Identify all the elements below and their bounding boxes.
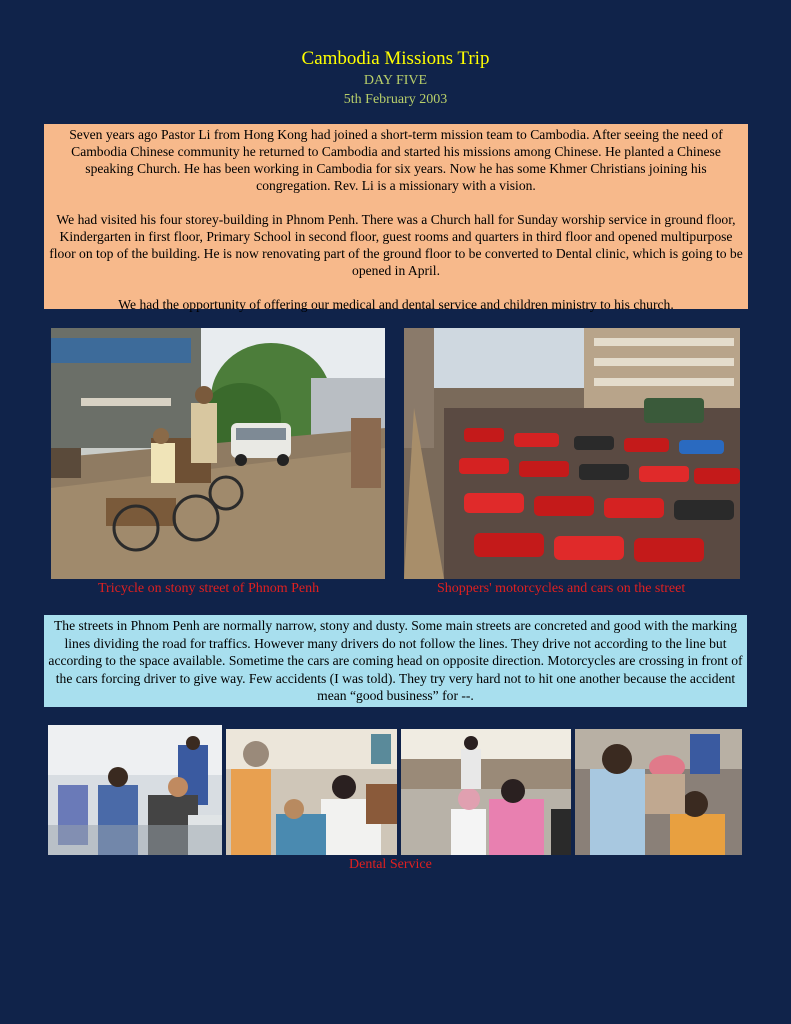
- caption-dental: Dental Service: [349, 857, 432, 872]
- caption-motorcycles: Shoppers' motorcycles and cars on the street: [437, 581, 686, 596]
- intro-paragraph-3: We had the opportunity of offering our medical and dental service and children ministry to his church.: [118, 297, 674, 312]
- dental-photo-1: [48, 725, 222, 855]
- page-title: Cambodia Missions Trip: [301, 48, 490, 69]
- intro-text-box: [44, 124, 748, 312]
- day-label: DAY FIVE: [363, 73, 428, 88]
- streets-paragraph: The streets in Phnom Penh are normally narrow, stony and dusty. Some main streets are concreted and good with the marking lines dividing the road for traffics. However many drivers do not follow the lines. They drive not according to the line but according to the space available. Sometime the cars are coming head on opposite direction. Motorcycles are crossing in front of the cars forcing driver to give way. Few accidents (I was told). They try very hard not to hit one another because the accident mean “good business” for --.: [48, 618, 743, 703]
- dental-photo-2: [226, 729, 397, 855]
- dental-photo-4: [575, 729, 742, 855]
- motorcycles-street-photo: [404, 328, 740, 579]
- intro-paragraph-2: We had visited his four storey-building in Phnom Penh. There was a Church hall for Sunday worship service in ground floor, Kindergarten in first floor, Primary School in second floor, guest rooms and quarters in third floor and opened multipurpose floor on top of the building. He is now renovating part of the ground floor to be converted to Dental clinic, which is going to be opened in April.: [49, 212, 743, 278]
- caption-tricycle: Tricycle on stony street of Phnom Penh: [98, 581, 320, 596]
- tricycle-street-photo: [51, 328, 385, 579]
- date-label: 5th February 2003: [343, 92, 448, 107]
- intro-paragraph-1: Seven years ago Pastor Li from Hong Kong had joined a short-term mission team to Cambodia. After seeing the need of Cambodia Chinese community he returned to Cambodia and started his missions among Chinese. He planted a Chinese speaking Church. He has been working in Cambodia for six years. Now he has some Khmer Christians joining his congregation. Rev. Li is a missionary with a vision.: [69, 127, 723, 193]
- streets-text-box: [44, 615, 747, 707]
- dental-photo-3: [401, 729, 571, 855]
